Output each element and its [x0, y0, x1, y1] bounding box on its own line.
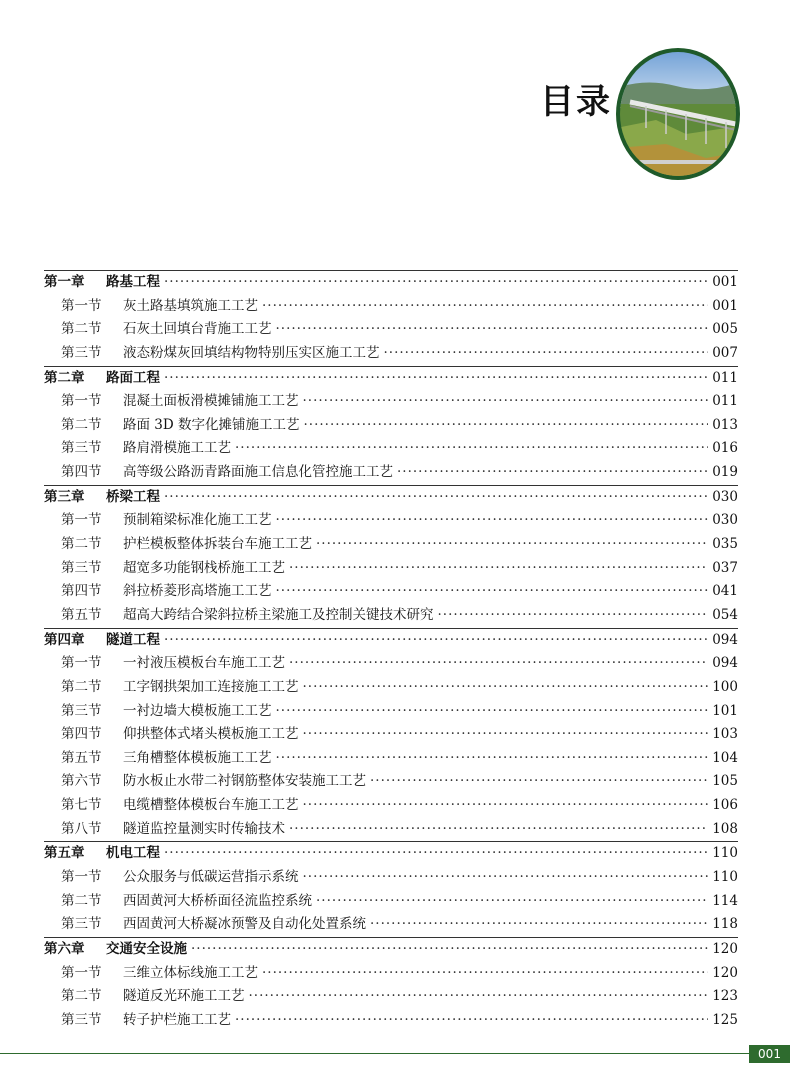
toc-section-row[interactable] [44, 557, 738, 581]
toc-entry-title: 桥梁工程 [106, 488, 160, 505]
toc-entry-page: 011 [712, 369, 738, 386]
toc-entry-number: 第五章 [44, 845, 85, 862]
toc-entry-page: 125 [712, 1011, 738, 1028]
dot-leader [276, 747, 709, 771]
dot-leader [316, 890, 708, 914]
toc-entry-number: 第五节 [61, 749, 102, 766]
toc-entry-page: 001 [712, 274, 738, 290]
toc-entry-title: 超高大跨结合梁斜拉桥主梁施工及控制关键技术研究 [123, 606, 434, 623]
toc-entry-title: 超宽多功能钢栈桥施工工艺 [123, 559, 285, 576]
dot-leader [303, 723, 709, 747]
toc-entry-number: 第四节 [61, 726, 102, 743]
toc-entry-page: 101 [712, 702, 738, 719]
toc-entry-title: 预制箱梁标准化施工工艺 [123, 512, 272, 529]
footer-rule [0, 1053, 749, 1054]
toc-entry-title: 工字钢拱架加工连接施工工艺 [123, 678, 299, 695]
toc-entry-number: 第四节 [61, 464, 102, 481]
dot-leader [164, 486, 708, 510]
toc-entry-title: 公众服务与低碳运营指示系统 [123, 869, 299, 886]
toc-section-row[interactable] [44, 461, 738, 485]
toc-entry-title: 路肩滑模施工工艺 [123, 440, 231, 457]
toc-entry-title: 防水板止水带二衬钢筋整体安装施工工艺 [123, 773, 366, 790]
dot-leader [370, 770, 708, 794]
dot-leader [262, 295, 708, 319]
bridge-photo [616, 48, 740, 180]
toc-entry-title: 西固黄河大桥凝冰预警及自动化处置系统 [123, 916, 366, 933]
toc-entry-page: 041 [712, 583, 738, 600]
toc-entry-number: 第六章 [44, 940, 85, 957]
toc-entry-page: 007 [712, 344, 738, 361]
toc-entry-title: 斜拉桥菱形高塔施工工艺 [123, 583, 272, 600]
toc-section-row[interactable] [44, 318, 738, 342]
toc-entry-number: 第二节 [61, 536, 102, 553]
toc-section-row[interactable] [44, 913, 738, 937]
dot-leader [303, 676, 709, 700]
toc-entry-number: 第六节 [61, 773, 102, 790]
toc-entry-page: 019 [712, 464, 738, 481]
dot-leader [235, 437, 708, 461]
toc-section-row[interactable] [44, 723, 738, 747]
toc-entry-number: 第三节 [61, 440, 102, 457]
toc-entry-title: 三维立体标线施工工艺 [123, 964, 258, 981]
toc-entry-title: 仰拱整体式堵头模板施工工艺 [123, 726, 299, 743]
toc-entry-title: 路面工程 [106, 369, 160, 386]
toc-entry-page: 110 [712, 845, 738, 862]
dot-leader [289, 557, 708, 581]
dot-leader [384, 342, 709, 366]
toc-entry-title: 高等级公路沥青路面施工信息化管控施工工艺 [123, 464, 393, 481]
toc-entry-number: 第四节 [61, 583, 102, 600]
toc-entry-number: 第三节 [61, 702, 102, 719]
toc-section-row[interactable] [44, 676, 738, 700]
toc-entry-title: 路基工程 [106, 274, 160, 290]
toc-chapter-row[interactable] [44, 366, 738, 391]
toc-chapter-row[interactable] [44, 628, 738, 653]
toc-entry-number: 第八节 [61, 820, 102, 837]
page-title: 目录 [540, 82, 612, 122]
toc-entry-number: 第三节 [61, 344, 102, 361]
toc-entry-title: 隧道监控量测实时传输技术 [123, 820, 285, 837]
toc-section-row[interactable] [44, 580, 738, 604]
toc-entry-title: 电缆槽整体模板台车施工工艺 [123, 797, 299, 814]
dot-leader [303, 390, 709, 414]
dot-leader [438, 604, 709, 628]
toc-entry-page: 030 [712, 488, 738, 505]
toc-entry-title: 三角槽整体模板施工工艺 [123, 749, 272, 766]
toc-section-row[interactable] [44, 652, 738, 676]
toc-entry-number: 第二节 [61, 678, 102, 695]
toc-section-row[interactable] [44, 747, 738, 771]
toc-entry-title: 护栏模板整体拆装台车施工工艺 [123, 536, 312, 553]
table-of-contents [44, 270, 738, 1033]
toc-entry-page: 013 [712, 416, 738, 433]
toc-entry-page: 106 [712, 797, 738, 814]
toc-section-row[interactable] [44, 818, 738, 842]
dot-leader [276, 509, 709, 533]
toc-entry-number: 第一节 [61, 512, 102, 529]
dot-leader [397, 461, 708, 485]
dot-leader [164, 629, 708, 653]
toc-section-row[interactable] [44, 866, 738, 890]
toc-entry-number: 第一节 [61, 964, 102, 981]
toc-section-row[interactable] [44, 604, 738, 628]
toc-entry-number: 第三节 [61, 1011, 102, 1028]
toc-entry-page: 118 [712, 916, 738, 933]
dot-leader [304, 414, 709, 438]
toc-entry-number: 第一节 [61, 393, 102, 410]
toc-chapter-row[interactable] [44, 485, 738, 510]
toc-entry-number: 第四章 [44, 631, 85, 648]
toc-entry-title: 机电工程 [106, 845, 160, 862]
toc-entry-page: 001 [712, 297, 738, 314]
dot-leader [289, 652, 708, 676]
dot-leader [249, 985, 709, 1009]
toc-section-row[interactable] [44, 890, 738, 914]
toc-entry-number: 第二节 [61, 892, 102, 909]
toc-entry-title: 一衬边墙大模板施工工艺 [123, 702, 272, 719]
toc-entry-number: 第三章 [44, 488, 85, 505]
toc-entry-number: 第五节 [61, 606, 102, 623]
toc-section-row[interactable] [44, 533, 738, 557]
toc-entry-number: 第七节 [61, 797, 102, 814]
dot-leader [289, 818, 708, 842]
toc-section-row[interactable] [44, 962, 738, 986]
toc-entry-number: 第二节 [61, 321, 102, 338]
dot-leader [316, 533, 708, 557]
toc-entry-title: 混凝土面板滑模摊铺施工工艺 [123, 393, 299, 410]
toc-entry-title: 隧道工程 [106, 631, 160, 648]
toc-entry-page: 037 [712, 559, 738, 576]
toc-section-row[interactable] [44, 437, 738, 461]
toc-entry-number: 第二节 [61, 988, 102, 1005]
toc-entry-title: 西固黄河大桥桥面径流监控系统 [123, 892, 312, 909]
toc-section-row[interactable] [44, 390, 738, 414]
toc-entry-number: 第一章 [44, 274, 85, 290]
toc-entry-title: 交通安全设施 [106, 940, 187, 957]
toc-section-row[interactable] [44, 794, 738, 818]
toc-entry-number: 第二章 [44, 369, 85, 386]
toc-section-row[interactable] [44, 770, 738, 794]
toc-entry-page: 016 [712, 440, 738, 457]
toc-section-row[interactable] [44, 1009, 738, 1033]
toc-entry-page: 114 [712, 892, 738, 909]
dot-leader [164, 367, 708, 391]
toc-section-row[interactable] [44, 342, 738, 366]
dot-leader [164, 271, 708, 295]
toc-entry-page: 120 [712, 964, 738, 981]
toc-entry-number: 第二节 [61, 416, 102, 433]
toc-chapter-row[interactable] [44, 841, 738, 866]
toc-section-row[interactable] [44, 295, 738, 319]
toc-entry-title: 灰土路基填筑施工工艺 [123, 297, 258, 314]
toc-entry-page: 005 [712, 321, 738, 338]
toc-chapter-row[interactable] [44, 270, 738, 295]
toc-entry-title: 液态粉煤灰回填结构物特别压实区施工工艺 [123, 344, 380, 361]
toc-section-row[interactable] [44, 985, 738, 1009]
toc-entry-page: 054 [712, 606, 738, 623]
dot-leader [276, 700, 709, 724]
dot-leader [303, 866, 709, 890]
toc-entry-number: 第三节 [61, 559, 102, 576]
toc-entry-page: 035 [712, 536, 738, 553]
toc-entry-number: 第一节 [61, 297, 102, 314]
dot-leader [276, 580, 709, 604]
toc-entry-number: 第一节 [61, 869, 102, 886]
toc-section-row[interactable] [44, 509, 738, 533]
toc-entry-page: 094 [712, 631, 738, 648]
toc-entry-page: 120 [712, 940, 738, 957]
dot-leader [303, 794, 709, 818]
toc-entry-page: 011 [712, 393, 738, 410]
toc-entry-page: 104 [712, 749, 738, 766]
toc-entry-page: 094 [712, 655, 738, 672]
toc-chapter-row[interactable] [44, 937, 738, 962]
toc-section-row[interactable] [44, 700, 738, 724]
dot-leader [164, 842, 708, 866]
dot-leader [370, 913, 708, 937]
toc-entry-page: 110 [712, 869, 738, 886]
toc-entry-title: 石灰土回填台背施工工艺 [123, 321, 272, 338]
toc-entry-number: 第三节 [61, 916, 102, 933]
toc-entry-page: 108 [712, 820, 738, 837]
dot-leader [276, 318, 709, 342]
toc-entry-page: 123 [712, 988, 738, 1005]
toc-entry-page: 030 [712, 512, 738, 529]
dot-leader [191, 938, 708, 962]
dot-leader [235, 1009, 708, 1033]
toc-entry-page: 103 [712, 726, 738, 743]
toc-entry-title: 一衬液压模板台车施工工艺 [123, 655, 285, 672]
toc-entry-number: 第一节 [61, 655, 102, 672]
page-number-badge: 001 [749, 1045, 790, 1063]
toc-entry-page: 105 [712, 773, 738, 790]
toc-entry-title: 转子护栏施工工艺 [123, 1011, 231, 1028]
toc-entry-title: 路面 3D 数字化摊铺施工工艺 [123, 416, 300, 433]
toc-entry-title: 隧道反光环施工工艺 [123, 988, 245, 1005]
toc-section-row[interactable] [44, 414, 738, 438]
toc-entry-page: 100 [712, 678, 738, 695]
dot-leader [262, 962, 708, 986]
